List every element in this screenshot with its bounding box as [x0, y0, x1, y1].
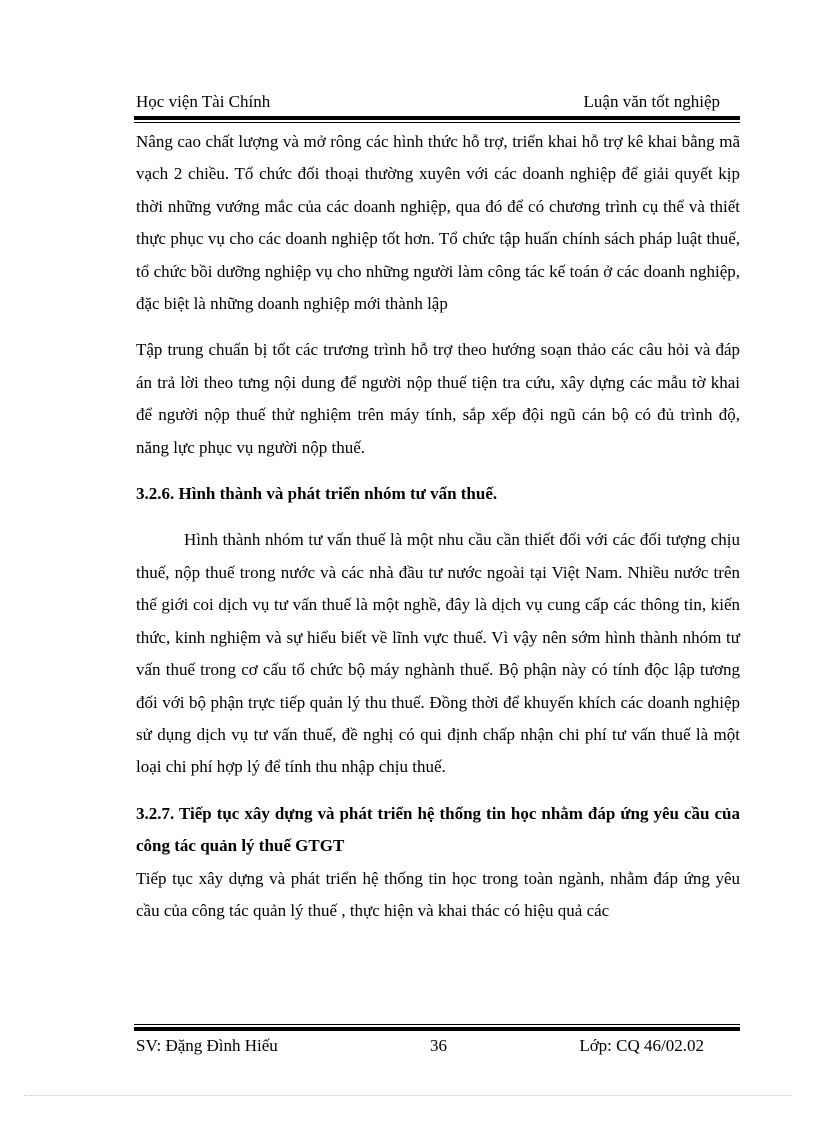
header-document-type: Luận văn tốt nghiệp — [583, 92, 720, 111]
footer-student-name: SV: Đặng Đình Hiếu — [136, 1036, 278, 1055]
header-institution: Học viện Tài Chính — [136, 92, 271, 111]
section-heading-3-2-6: 3.2.6. Hình thành và phát triển nhóm tư vấn thuế. — [136, 484, 498, 504]
paragraph-it-system: Tiếp tục xây dựng và phát triển hệ thống tin học trong toàn ngành, nhằm đáp ứng yêu cầu của công tác quản lý thuế , thực hiện và khai thác có hiệu quả các — [136, 868, 740, 920]
paragraph-support-programs: Tập trung chuẩn bị tốt các trương trình hỗ trợ theo hướng soạn thảo các câu hỏi và đáp án trả lời theo tưng nội dung để người nộp thuế tiện tra cứu, xây dựng các mẫu tờ khai để người nộp thuế thử nghiệm trên máy tính, sắp xếp đội ngũ cán bộ có đủ trình độ, năng lực phục vụ người nộp thuế. — [136, 340, 740, 457]
paragraph-tax-advisory: Hình thành nhóm tư vấn thuế là một nhu cầu cần thiết đối với các đối tượng chịu thuế, nộp thuế trong nước và các nhà đầu tư nước ngoài tại Việt Nam. Nhiều nước trên thế giới coi dịch vụ tư vấn thuế là một nghề, đây là dịch vụ cung cấp các thông tin, kiến thức, kinh nghiệm và sự hiểu biết về lĩnh vực thuế. Vì vậy nên sớm hình thành nhóm tư vấn thuế trong cơ cấu tổ chức bộ máy nghành thuế. Bộ phận này có tính độc lập tương đối với bộ phận trực tiếp quản lý thu thuế. Đồng thời để khuyến khích các doanh nghiệp sử dụng dịch vụ tư vấn thuế, đề nghị có qui định chấp nhận chi phí tư vấn thuế là một loại chi phí hợp lý để tính thu nhập chịu thuế. — [136, 530, 740, 777]
page-bottom-border — [24, 1095, 792, 1096]
page-body — [136, 126, 740, 927]
section-heading-3-2-7: 3.2.7. Tiếp tục xây dựng và phát triển hệ thống tin học nhằm đáp ứng yêu cầu của công tác quản lý thuế GTGT — [136, 803, 740, 856]
header-rule-thick — [134, 116, 740, 120]
footer-class: Lớp: CQ 46/02.02 — [579, 1036, 704, 1055]
footer-rule-thick — [134, 1027, 740, 1031]
page-header — [136, 92, 740, 116]
page-footer — [136, 1036, 740, 1060]
footer-page-number: 36 — [430, 1036, 447, 1055]
header-rule-thin — [134, 122, 740, 123]
footer-rule-thin — [134, 1024, 740, 1025]
paragraph-support-forms: Nâng cao chất lượng và mở rông các hình thức hỗ trợ, triển khai hỗ trợ kê khai bằng mã vạch 2 chiều. Tổ chức đối thoại thường xuyên với các doanh nghiệp để giải quyết kịp thời những vướng mắc của các doanh nghiệp, qua đó để có chương trình cụ thể và thiết thực phục vụ cho các doanh nghiệp tốt hơn. Tổ chức tập huấn chính sách pháp luật thuế, tổ chức bồi dưỡng nghiệp vụ cho những người làm công tác kế toán ở các doanh nghiệp, đặc biệt là những doanh nghiệp mới thành lập — [136, 132, 740, 314]
